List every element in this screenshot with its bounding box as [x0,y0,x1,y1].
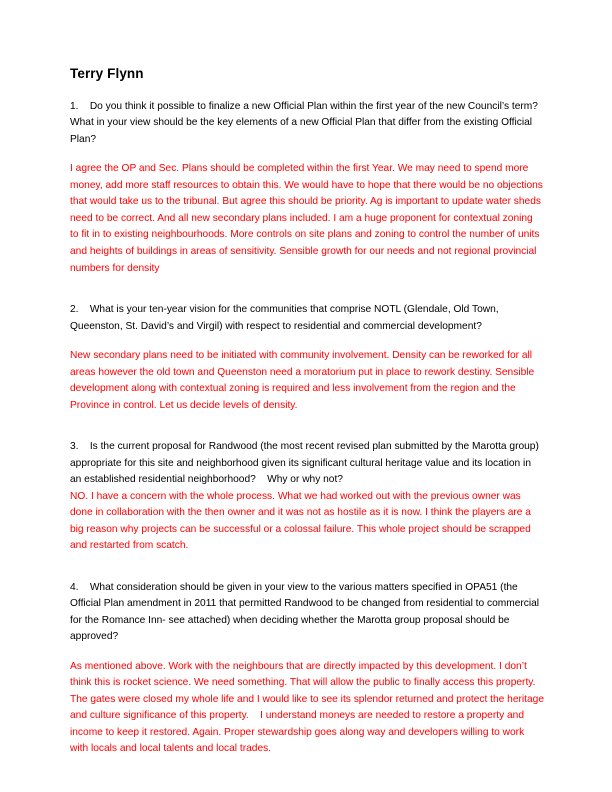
question-text-4: 4. What consideration should be given in your view to the various matters specified in OPA51 (the Official Plan amendment in 2011 that permitted Randwood to be changed from residential to commercial for the Romance Inn- see attached) when deciding whether the Marotta group proposal should be approved? [70,581,542,643]
document-body [70,66,547,783]
answer-text-1: I agree the OP and Sec. Plans should be completed within the first Year. We may need to spend more money, add more staff resources to obtain this. We would have to hope that there would be no objections that would take us to the tribunal. But agree this should be priority. Ag is important to update water sheds need to be correct. And all new secondary plans included. I am a huge proponent for contextual zoning to fit in to existing neighbourhoods. More controls on site plans and zoning to control the number of units and heights of buildings in areas of sensitivity. Sensible growth for our needs and not regional provincial numbers for density [70,163,546,274]
qa-block-3 [70,439,544,555]
answer-text-2: New secondary plans need to be initiated with community involvement. Density can be reworked for all areas however the old town and Queenston need a moratorium put in place to rework destiny. Sensible development along with contextual zoning is required and less involvement from the region and the Province in control. Let us decide levels of density. [70,350,538,411]
qa-block-1 [70,99,544,277]
qa-block-2 [70,302,544,414]
page-title: Terry Flynn [70,66,144,81]
question-text-3: 3. Is the current proposal for Randwood (the most recent revised plan submitted by the Marotta group) appropriate for this site and neighborhood given its significant cultural heritage value and its location in an established residential neighborhood? Why or why not? [70,441,542,486]
question-text-1: 1. Do you think it possible to finalize a new Official Plan within the first year of the new Council’s term? What in your view should be the key elements of a new Official Plan that differ from the existing Official Plan? [70,100,541,145]
answer-text-3: NO. I have a concern with the whole process. What we had worked out with the previous owner was done in collaboration with the then owner and it was not as hostile as it is now. I think the players are a big reason why projects can be successful or a colossal failure. This whole project should be scrapped and restarted from scatch. [70,490,534,552]
qa-block-4 [70,580,547,758]
answer-text-4: As mentioned above. Work with the neighbours that are directly impacted by this development. I don’t think this is rocket science. We need something. That will allow the public to finally access this property. The gates were closed my whole life and I would like to see its splendor returned and protect the heritage and culture significance of this property. I understand moneys are needed to restore a property and income to keep it restored. Again. Proper stewardship goes along way and developers willing to work with locals and local talents and local trades. [70,660,547,755]
question-text-2: 2. What is your ten-year vision for the communities that comprise NOTL (Glendale, Old Town, Queenston, St. David’s and Virgil) with respect to residential and commercial development? [70,304,502,332]
